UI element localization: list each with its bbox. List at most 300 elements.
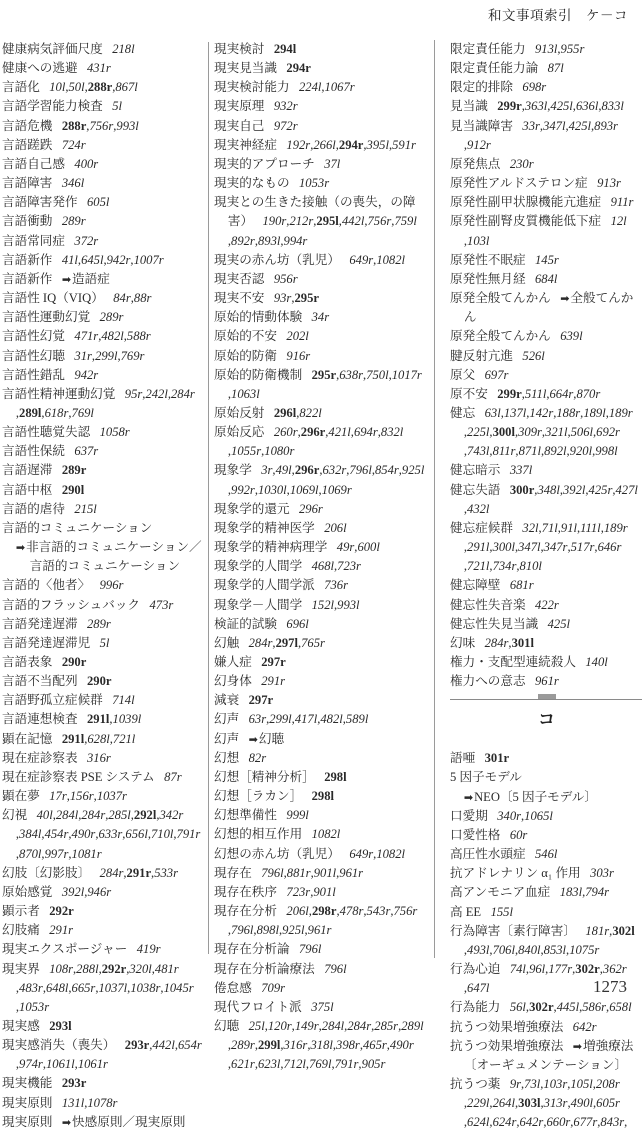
index-entry bbox=[214, 845, 426, 864]
entry-term: 現存在秩序 bbox=[214, 884, 277, 899]
page-references bbox=[100, 310, 124, 324]
page-reference: , 137l bbox=[501, 406, 527, 420]
page-reference: , 73l bbox=[521, 1077, 540, 1091]
page-reference: 84r bbox=[113, 291, 131, 306]
page-reference: 87r bbox=[164, 769, 182, 784]
cross-reference-target: 造語症 bbox=[72, 271, 110, 286]
cross-reference bbox=[62, 1115, 186, 1129]
page-references bbox=[510, 157, 534, 171]
page-reference: , 1039l bbox=[109, 712, 141, 726]
main-page-reference: 293r bbox=[61, 1076, 87, 1091]
page-references bbox=[149, 598, 173, 612]
page-reference: 1053r bbox=[299, 176, 330, 191]
entry-term: 幻触 bbox=[214, 635, 240, 650]
index-entry bbox=[450, 59, 642, 78]
entry-term: 現存在分析論 bbox=[214, 942, 290, 957]
index-entry bbox=[214, 576, 426, 595]
page-references bbox=[87, 751, 111, 765]
index-entry bbox=[450, 1037, 642, 1075]
cross-reference-target: NEO〔5 因子モデル〕 bbox=[474, 789, 597, 804]
index-entry bbox=[450, 347, 642, 366]
page-references bbox=[324, 962, 346, 976]
page-reference: , 1038r bbox=[127, 981, 160, 995]
page-reference: , 103l bbox=[464, 234, 490, 248]
entry-term: 健忘暗示 bbox=[450, 463, 501, 478]
main-page-reference: 294l bbox=[273, 42, 297, 56]
page-references bbox=[274, 42, 296, 56]
page-reference: , 871l bbox=[515, 444, 541, 458]
index-entry bbox=[450, 998, 642, 1017]
page-reference: , 465r bbox=[360, 1038, 387, 1052]
page-reference: , 229l bbox=[464, 1096, 490, 1110]
page-reference: 12l bbox=[610, 214, 627, 229]
index-entry bbox=[214, 193, 426, 250]
page-reference: , 721l bbox=[464, 559, 490, 573]
page-reference: , 867l bbox=[112, 80, 138, 94]
page-reference: , 660r bbox=[543, 1115, 570, 1129]
page-reference: 32l bbox=[522, 520, 539, 535]
page-reference: , 997r bbox=[41, 847, 68, 861]
entry-term: 原始感覚 bbox=[2, 884, 53, 899]
entry-term: 言語衝動 bbox=[2, 214, 53, 229]
page-reference: 337l bbox=[509, 463, 533, 478]
entry-term: 現象学的精神医学 bbox=[214, 520, 315, 535]
entry-term: 現実の赤ん坊（乳児） bbox=[214, 252, 340, 267]
index-entry bbox=[450, 212, 642, 250]
entry-term: 嫌人症 bbox=[214, 655, 252, 669]
page-reference: , 993l bbox=[334, 598, 360, 612]
page-reference: , 309r bbox=[515, 425, 542, 439]
page-reference: , 843r bbox=[597, 1115, 624, 1129]
entry-term: 見当識 bbox=[450, 99, 488, 114]
page-references bbox=[261, 981, 285, 995]
page-reference: , 628l bbox=[84, 732, 110, 746]
entry-term: 言語発達遅滞 bbox=[2, 616, 78, 631]
page-references bbox=[74, 329, 150, 343]
index-entry bbox=[2, 232, 205, 251]
page-reference: 63l bbox=[484, 405, 501, 420]
page-reference: 9r bbox=[509, 1076, 522, 1091]
entry-term: 幻想準備性 bbox=[214, 808, 277, 823]
index-column-2 bbox=[214, 40, 426, 1074]
entry-term: 言語常同症 bbox=[2, 233, 65, 248]
index-entry bbox=[450, 327, 642, 346]
page-reference: , 111l bbox=[577, 521, 601, 535]
main-page-reference: 295r bbox=[311, 367, 337, 382]
page-reference: , 794r bbox=[582, 885, 609, 899]
index-entry bbox=[450, 576, 642, 595]
page-reference: , 870r bbox=[573, 387, 600, 401]
main-page-reference: , 299l bbox=[255, 1038, 281, 1052]
entry-term: 幻肢〔幻影肢〕 bbox=[2, 865, 91, 880]
page-reference: , 511l bbox=[522, 387, 547, 401]
entry-term: 原発焦点 bbox=[450, 156, 501, 171]
page-reference: , 765r bbox=[298, 636, 325, 650]
entry-term: 口愛期 bbox=[450, 808, 488, 823]
index-entry bbox=[214, 787, 426, 806]
section-heading-label: コ bbox=[538, 710, 555, 730]
entry-term: 幻肢痛 bbox=[2, 923, 40, 938]
index-entry bbox=[214, 557, 426, 576]
entry-term: 原始反射 bbox=[214, 405, 265, 420]
page-reference: , 320l bbox=[126, 962, 152, 976]
page-reference: 724r bbox=[61, 137, 86, 152]
main-page-reference: , 288r bbox=[85, 80, 113, 94]
see-arrow-icon: ➡ bbox=[248, 732, 258, 746]
index-entry bbox=[2, 768, 205, 787]
page-reference: 202l bbox=[286, 329, 309, 344]
page-reference: , 71l bbox=[539, 521, 558, 535]
index-entry bbox=[450, 155, 642, 174]
page-reference: , 901l bbox=[311, 866, 337, 880]
column-divider bbox=[208, 42, 209, 954]
page-reference: 972r bbox=[273, 118, 298, 133]
page-references bbox=[87, 61, 111, 75]
entry-term: 高圧性水頭症 bbox=[450, 847, 526, 862]
page-references bbox=[286, 808, 308, 822]
page-reference: 63r bbox=[248, 712, 267, 727]
page-references bbox=[485, 636, 534, 650]
page-reference: , 1055r bbox=[228, 444, 261, 458]
main-page-reference: 301r bbox=[484, 751, 510, 766]
entry-term: 原始的防衛 bbox=[214, 348, 277, 363]
entry-term: 現実検討 bbox=[214, 42, 265, 56]
page-reference: 913l bbox=[535, 42, 558, 56]
entry-term: 現実界 bbox=[2, 961, 40, 976]
index-entry bbox=[2, 921, 205, 940]
page-reference: , 992r bbox=[228, 483, 255, 497]
page-reference: 284r bbox=[484, 635, 509, 650]
index-entry bbox=[2, 691, 205, 710]
main-page-reference: 290l bbox=[61, 482, 85, 497]
entry-term: 健康病気評価尺度 bbox=[2, 42, 103, 56]
see-arrow-icon: ➡ bbox=[61, 1115, 72, 1129]
index-entry bbox=[214, 174, 426, 193]
main-page-reference: , 292r bbox=[99, 962, 127, 976]
page-reference: , 284l bbox=[53, 808, 79, 822]
cross-reference-target: 全般てんかん bbox=[463, 291, 634, 325]
index-entry bbox=[2, 212, 205, 231]
entry-term: 言語新作 bbox=[2, 252, 53, 267]
page-reference: , 623l bbox=[255, 1057, 281, 1071]
entry-term: 言語危機 bbox=[2, 118, 53, 133]
index-entry bbox=[450, 672, 642, 691]
page-references bbox=[49, 904, 73, 918]
page-reference: , 363l bbox=[522, 99, 548, 113]
page-reference: , 677r bbox=[570, 1115, 597, 1129]
page-references bbox=[249, 636, 325, 650]
page-references bbox=[62, 463, 86, 477]
page-reference: 181r bbox=[585, 923, 610, 938]
page-reference: 942r bbox=[74, 367, 99, 382]
page-reference: 49r bbox=[336, 540, 355, 555]
index-entry bbox=[450, 634, 642, 653]
page-reference: 284r bbox=[99, 865, 124, 880]
page-reference: , 300l bbox=[489, 540, 515, 554]
page-reference: , 648l bbox=[43, 981, 69, 995]
page-reference: , 1069l bbox=[287, 483, 319, 497]
page-reference: 218l bbox=[112, 42, 135, 56]
main-page-reference: , 296r bbox=[292, 463, 320, 477]
index-entry bbox=[214, 289, 426, 308]
page-references bbox=[16, 808, 200, 860]
page-reference: , 50l bbox=[65, 80, 84, 94]
index-entry bbox=[2, 1094, 205, 1113]
page-references bbox=[274, 99, 298, 113]
index-entry bbox=[214, 653, 426, 672]
page-references bbox=[49, 923, 73, 937]
page-reference: , 482l bbox=[317, 712, 343, 726]
page-reference: 131l bbox=[61, 1095, 85, 1110]
index-entry bbox=[2, 117, 205, 136]
index-entry bbox=[214, 960, 426, 979]
index-entry bbox=[450, 1018, 642, 1037]
page-reference: , 313r bbox=[541, 1096, 568, 1110]
entry-term: 原発性副腎皮質機能低下症 bbox=[450, 214, 602, 229]
column-divider bbox=[434, 40, 435, 958]
page-reference: 215l bbox=[74, 501, 97, 516]
index-entry bbox=[214, 308, 426, 327]
page-reference: 473r bbox=[149, 597, 174, 612]
entry-term: 健康への逃避 bbox=[2, 61, 78, 76]
page-reference: , 392l bbox=[560, 483, 586, 497]
page-reference: , 712l bbox=[280, 1057, 306, 1071]
main-page-reference: 291l bbox=[61, 731, 85, 746]
page-references bbox=[274, 406, 322, 420]
main-page-reference: , 298r bbox=[309, 904, 337, 918]
page-references bbox=[113, 291, 151, 305]
index-entry bbox=[2, 481, 205, 500]
page-references bbox=[573, 1020, 597, 1034]
page-references bbox=[87, 674, 111, 688]
entry-term: 現象学的人間学 bbox=[214, 559, 303, 574]
page-reference: , 769l bbox=[68, 406, 94, 420]
page-references bbox=[100, 636, 110, 650]
index-entry bbox=[450, 749, 642, 768]
index-entry bbox=[2, 940, 205, 959]
index-entry bbox=[214, 327, 426, 346]
page-reference: 1058r bbox=[99, 425, 130, 440]
index-entry bbox=[214, 672, 426, 691]
page-references bbox=[62, 214, 86, 228]
page-reference: 471r bbox=[74, 329, 99, 344]
main-page-reference: 296l bbox=[273, 405, 297, 420]
page-reference: , 665r bbox=[68, 981, 95, 995]
page-reference: , 811r bbox=[489, 444, 515, 458]
page-reference: , 769r bbox=[117, 349, 144, 363]
entry-term: 言語性幻聴 bbox=[2, 348, 65, 363]
page-reference: , 490r bbox=[68, 827, 95, 841]
entry-term: 言語性幻覚 bbox=[2, 329, 65, 344]
page-reference: , 348l bbox=[534, 483, 560, 497]
page-reference: , 156r bbox=[67, 789, 94, 803]
entry-term: 現実との生きた接触（の喪失，の障害） bbox=[214, 195, 416, 229]
entry-term: 原始反応 bbox=[214, 425, 265, 440]
page-references bbox=[261, 655, 285, 669]
page-reference: , 177r bbox=[545, 962, 572, 976]
page-reference: , 624r bbox=[489, 1115, 516, 1129]
page-references bbox=[522, 349, 544, 363]
entry-term: 現実原則 bbox=[2, 1114, 53, 1129]
index-entry bbox=[450, 653, 642, 672]
page-reference: 796l bbox=[324, 961, 347, 976]
page-reference: , 925l bbox=[399, 463, 425, 477]
index-column-3 bbox=[450, 40, 642, 1132]
entry-term: 言語表象 bbox=[2, 655, 53, 669]
entry-term: 現実検討能力 bbox=[214, 80, 290, 95]
page-reference: , 225l bbox=[464, 425, 490, 439]
entry-term: 言語的フラッシュバック bbox=[2, 597, 141, 612]
page-reference: 190r bbox=[262, 214, 287, 229]
page-references bbox=[112, 99, 122, 113]
entry-term: 健忘障壁 bbox=[450, 578, 501, 593]
index-entry bbox=[214, 347, 426, 366]
entry-term: 言語野孤立症候群 bbox=[2, 693, 103, 708]
cross-reference-target: 増強療法〔オーギュメンテーション〕 bbox=[463, 1038, 634, 1072]
index-entry bbox=[2, 442, 205, 461]
index-entry bbox=[450, 97, 642, 116]
page-reference: , 632r bbox=[319, 463, 346, 477]
page-reference: , 490l bbox=[567, 1096, 593, 1110]
page-reference: 400r bbox=[74, 156, 99, 171]
page-reference: , 854r bbox=[372, 463, 399, 477]
index-entry bbox=[214, 404, 426, 423]
page-reference: , 893r bbox=[591, 119, 618, 133]
entry-term: 幻声 bbox=[214, 731, 240, 746]
entry-term: 原始的防衛機制 bbox=[214, 367, 303, 382]
entry-term: 行為障害〔素行障害〕 bbox=[450, 923, 576, 938]
page-reference: , 588r bbox=[124, 329, 151, 343]
index-entry bbox=[450, 193, 642, 212]
index-entry bbox=[2, 787, 205, 806]
page-reference: , 1037r bbox=[94, 789, 127, 803]
page-reference: 996r bbox=[99, 578, 124, 593]
page-reference: , 189r bbox=[606, 406, 633, 420]
index-entry bbox=[450, 864, 642, 883]
entry-term: 顕在記憶 bbox=[2, 731, 53, 746]
page-reference: 546l bbox=[535, 847, 558, 862]
page-reference: , 756r bbox=[364, 214, 391, 228]
page-reference: , 723r bbox=[334, 559, 361, 573]
index-entry bbox=[2, 710, 205, 729]
page-reference: , 347r bbox=[541, 540, 568, 554]
page-reference: , 638r bbox=[336, 368, 363, 382]
page-reference: , 88r bbox=[131, 291, 152, 305]
page-reference: , 710l bbox=[148, 827, 174, 841]
index-entry bbox=[214, 864, 426, 883]
page-references bbox=[249, 751, 267, 765]
index-entry bbox=[214, 519, 426, 538]
page-reference: 155l bbox=[490, 904, 513, 919]
page-reference: , 961r bbox=[336, 866, 363, 880]
page-reference: , 395l bbox=[363, 138, 389, 152]
page-reference: , 1053r bbox=[16, 1000, 49, 1014]
page-reference: , 898l bbox=[253, 923, 279, 937]
index-column-1 bbox=[2, 40, 205, 1132]
page-reference: , 721l bbox=[110, 732, 136, 746]
page-reference: , 1007r bbox=[130, 253, 163, 267]
index-entry bbox=[214, 749, 426, 768]
page-reference: , 658l bbox=[606, 1000, 632, 1014]
page-reference: , 189l bbox=[580, 406, 606, 420]
page-references bbox=[228, 214, 417, 247]
entry-term: 高アンモニア血症 bbox=[450, 885, 551, 900]
page-reference: , 1037l bbox=[95, 981, 127, 995]
entry-term: 言語不当配列 bbox=[2, 674, 78, 689]
page-references bbox=[261, 674, 285, 688]
main-page-reference: , 303l bbox=[515, 1096, 541, 1110]
index-entry bbox=[2, 347, 205, 366]
index-entry bbox=[450, 270, 642, 289]
index-entry bbox=[214, 998, 426, 1017]
page-reference: , 734r bbox=[489, 559, 516, 573]
entry-term: 原発全般てんかん bbox=[450, 329, 551, 344]
page-reference: , 533r bbox=[151, 866, 178, 880]
entry-term: 現実神経症 bbox=[214, 137, 277, 152]
page-references bbox=[497, 809, 553, 823]
page-reference: 422r bbox=[535, 597, 559, 612]
main-page-reference: 298l bbox=[324, 769, 347, 784]
page-references bbox=[349, 253, 405, 267]
page-reference: 796l bbox=[299, 942, 322, 957]
index-entry bbox=[2, 806, 205, 863]
index-entry bbox=[2, 308, 205, 327]
main-page-reference: , 291r bbox=[123, 866, 151, 880]
page-reference: , 1081r bbox=[68, 847, 101, 861]
entry-term: 言語的〈他者〉 bbox=[2, 578, 91, 593]
page-reference: , 750l bbox=[363, 368, 389, 382]
entry-term: 健忘症候群 bbox=[450, 520, 513, 535]
see-arrow-icon: ➡ bbox=[560, 292, 570, 306]
entry-term: 原始的不安 bbox=[214, 329, 277, 344]
page-references bbox=[312, 789, 334, 803]
main-page-reference: , 301l bbox=[508, 636, 534, 650]
page-reference: 736r bbox=[324, 578, 348, 593]
page-reference: 74l bbox=[509, 962, 526, 977]
page-references bbox=[324, 521, 346, 535]
page-reference: , 105l bbox=[567, 1077, 593, 1091]
main-page-reference: 294r bbox=[286, 61, 311, 76]
page-reference: , 1082l bbox=[373, 847, 405, 861]
index-entry bbox=[2, 251, 205, 270]
page-references bbox=[535, 253, 559, 267]
page-reference: 684l bbox=[535, 271, 558, 286]
index-entry bbox=[214, 270, 426, 289]
index-entry bbox=[450, 1075, 642, 1132]
page-reference: 260r bbox=[273, 425, 298, 440]
main-page-reference: , 296r bbox=[298, 425, 326, 439]
main-page-reference: , 302l bbox=[609, 924, 635, 938]
entry-term: 言語性聴覚失認 bbox=[2, 425, 91, 440]
index-entry bbox=[2, 596, 205, 615]
entry-term: 減衰 bbox=[214, 693, 240, 708]
entry-term: 幻想 bbox=[214, 750, 240, 765]
page-reference: , 586r bbox=[579, 1000, 606, 1014]
page-references bbox=[535, 42, 584, 56]
main-page-reference: , 302r bbox=[572, 962, 600, 976]
page-reference: , 398r bbox=[333, 1038, 360, 1052]
page-reference: 649r bbox=[349, 252, 374, 267]
page-reference: 913r bbox=[597, 176, 621, 191]
page-references bbox=[312, 598, 360, 612]
index-entry bbox=[2, 883, 205, 902]
page-reference: , 421l bbox=[325, 425, 351, 439]
page-reference: , 892r bbox=[228, 234, 255, 248]
page-reference: 17r bbox=[49, 789, 67, 804]
page-reference: , 853l bbox=[541, 943, 567, 957]
page-reference: , 284l bbox=[319, 1019, 345, 1033]
entry-term: 言語性保続 bbox=[2, 444, 65, 459]
